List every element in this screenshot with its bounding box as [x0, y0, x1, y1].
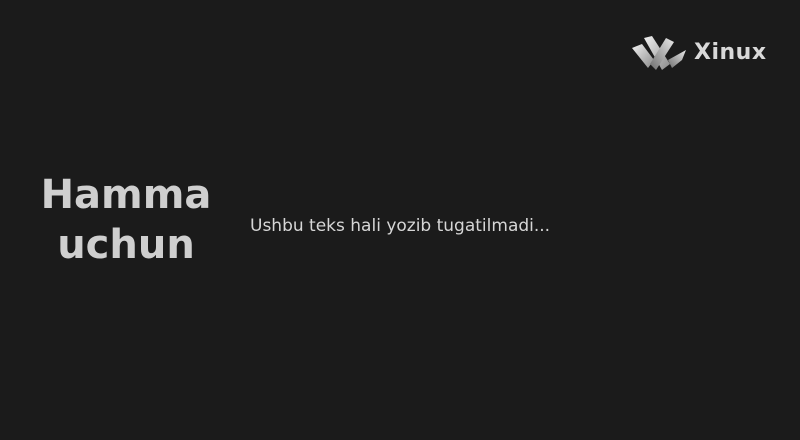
page-title-line-1: Hamma	[40, 172, 212, 218]
page-title-line-2: uchun	[57, 222, 195, 268]
brand-name: Xinux	[694, 40, 767, 65]
brand[interactable]	[630, 34, 767, 72]
status-message: Ushbu teks hali yozib tugatilmadi...	[250, 216, 551, 236]
xinux-logo-icon	[630, 34, 688, 72]
page-title	[40, 170, 212, 270]
